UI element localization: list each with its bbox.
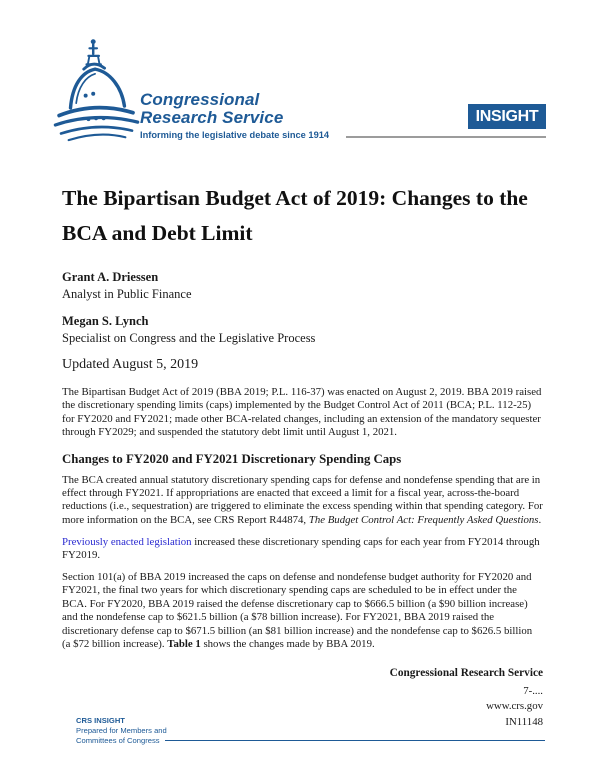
- body-text: shows the changes made by BBA 2019.: [200, 638, 375, 651]
- footer-rule: [165, 740, 545, 741]
- header-rule: [346, 136, 546, 138]
- footer-org-name: Congressional Research Service: [389, 666, 543, 679]
- body-text: Changes to FY2020 and FY2021 Discretionary Spending Caps: [62, 451, 402, 466]
- body-text: Section 101(a) of BBA 2019 increased the caps on defense and nondefense budget authority for FY2020 and FY2021, the final two years for which discretionary spending caps are scheduled to be in effect under the BCA. For FY2020, BBA 2019 raised the defense discretionary cap to $666.5 billion (a $90 billion increase) and the nondefense cap to $621.5 billion (a $78 billion increase). For FY2021, BBA 2019 raised the discretionary defense cap to $671.5 billion (an $81 billion increase) and the nondefense cap to $626.5 billion (a $72 billion increase).: [62, 571, 533, 651]
- paragraph: [62, 386, 543, 440]
- author-name: Grant A. Driessen: [62, 270, 159, 284]
- logo-tagline: Informing the legislative debate since 1914: [140, 130, 330, 140]
- italic-text: The Budget Control Act: Frequently Asked Questions: [308, 513, 539, 526]
- updated-date: Updated August 5, 2019: [62, 357, 199, 372]
- document-body: [62, 181, 543, 730]
- capitol-dome-icon: [48, 36, 146, 142]
- crs-website-link[interactable]: www.crs.gov: [486, 700, 543, 712]
- crs-insight-label: CRS INSIGHT: [76, 716, 125, 725]
- section-heading: [62, 452, 543, 467]
- org-name-line2: Research Service: [140, 108, 284, 127]
- previously-enacted-legislation-link[interactable]: Previously enacted legislation: [62, 535, 192, 548]
- paragraph: [62, 536, 543, 563]
- body-text: The BCA created annual statutory discretionary spending caps for defense and nondefense spending that are in effect through FY2021. If appropriations are enacted that exceed a limit for a fiscal year, across-the-board reductions (i.e., sequestration) are triggered to eliminate the excess spending within that spending category. For more information on the BCA, see CRS Report R44874,: [62, 473, 543, 526]
- author-block-2: [62, 313, 543, 347]
- body-text: .: [538, 513, 542, 526]
- document-footer-left: [76, 716, 545, 746]
- author-block-1: [62, 269, 543, 303]
- body-text: increased these discretionary spending caps for each year from FY2014 through FY2019.: [62, 535, 540, 562]
- footer-phone: 7-....: [523, 684, 543, 697]
- insight-badge: INSIGHT: [468, 104, 546, 129]
- crs-logo-wordmark: [140, 91, 329, 140]
- paragraph: [62, 571, 543, 651]
- document-id: IN11148: [505, 715, 543, 728]
- author-role: Specialist on Congress and the Legislative Process: [62, 331, 316, 345]
- org-name-line1: Congressional: [140, 90, 260, 109]
- prepared-for-line: Prepared for Members and: [76, 726, 167, 735]
- body-text: The Bipartisan Budget Act of 2019 (BBA 2019; P.L. 116-37) was enacted on August 2, 2019. BBA 2019 raised the discretionary spending limits (caps) implemented by the Budget Control Act of 2011 (BCA; P.L. 112-25) for FY2020 and FY2021; made other BCA-related changes, including an extension of the mandatory sequester through FY2029; and suspended the statutory debt limit until August 1, 2021.: [62, 386, 542, 439]
- bold-text: Table 1: [167, 638, 201, 651]
- author-name: Megan S. Lynch: [62, 314, 149, 328]
- author-role: Analyst in Public Finance: [62, 287, 192, 301]
- page-title: The Bipartisan Budget Act of 2019: Changes to the BCA and Debt Limit: [62, 186, 528, 245]
- article-body: [62, 386, 543, 652]
- paragraph: [62, 474, 543, 528]
- committees-line: Committees of Congress: [76, 736, 160, 745]
